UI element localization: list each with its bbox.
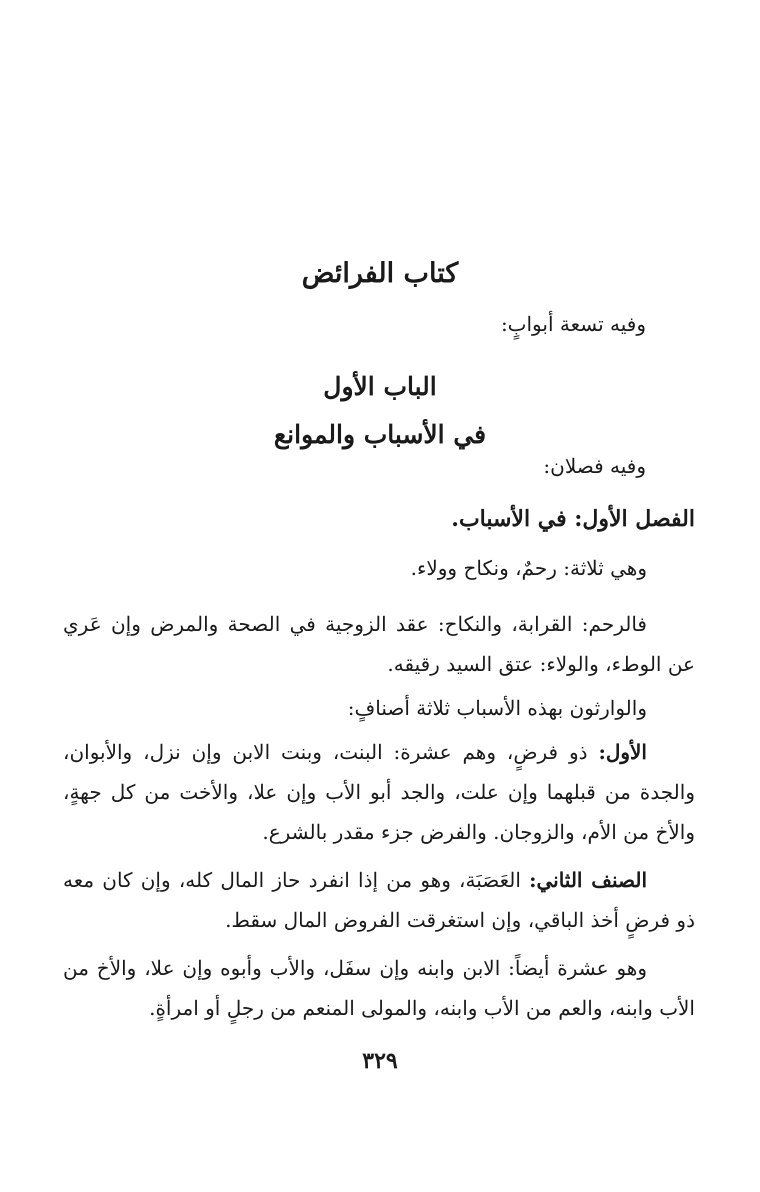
paragraph-definitions: فالرحم: القرابة، والنكاح: عقد الزوجية في الصحة والمرض وإن عَري عن الوطء، والولاء: عتق السيد رقيقه. <box>63 612 695 676</box>
section-heading: الفصل الأول: في الأسباب. <box>451 506 695 532</box>
paragraph-heir-classes: والوارثون بهذه الأسباب ثلاثة أصنافٍ: <box>347 696 647 720</box>
chapter-subtitle: في الأسباب والموانع <box>273 420 487 449</box>
paragraph-body-second: العَصَبَة، وهو من إذا انفرد حاز المال كله، وإن كان معه ذو فرضٍ أخذ الباقي، وإن استغرقت الفروض المال سقط. <box>63 868 695 932</box>
page-number: ٣٢٩ <box>362 1048 398 1074</box>
paragraph-causes: وهي ثلاثة: رحمٌ، ونكاح وولاء. <box>410 556 647 580</box>
chapter-title: الباب الأول <box>323 372 437 401</box>
book-intro: وفيه تسعة أبوابٍ: <box>500 312 646 336</box>
paragraph-lead-first: الأول: <box>598 740 647 764</box>
paragraph-residuary-list: وهو عشرة أيضاً: الابن وابنه وإن سفَل، والأب وأبوه وإن علا، والأخ من الأب وابنه، والعم من الأب وابنه، والمولى المنعم من رجلٍ أو امرأةٍ. <box>63 956 695 1020</box>
paragraph-residuary-heirs <box>63 860 695 940</box>
paragraph-fixed-share-heirs <box>63 732 695 852</box>
paragraph-lead-second: الصنف الثاني: <box>529 868 647 892</box>
paragraph-body-first: ذو فرضٍ، وهم عشرة: البنت، وبنت الابن وإن نزل، والأبوان، والجدة من قبلهما وإن علت، والجد أبو الأب وإن علا، والأخت من كل جهةٍ، والأخ من الأم، والزوجان. والفرض جزء مقدر بالشرع. <box>63 740 695 844</box>
book-title: كتاب الفرائض <box>301 258 459 289</box>
sections-intro: وفيه فصلان: <box>543 454 646 478</box>
